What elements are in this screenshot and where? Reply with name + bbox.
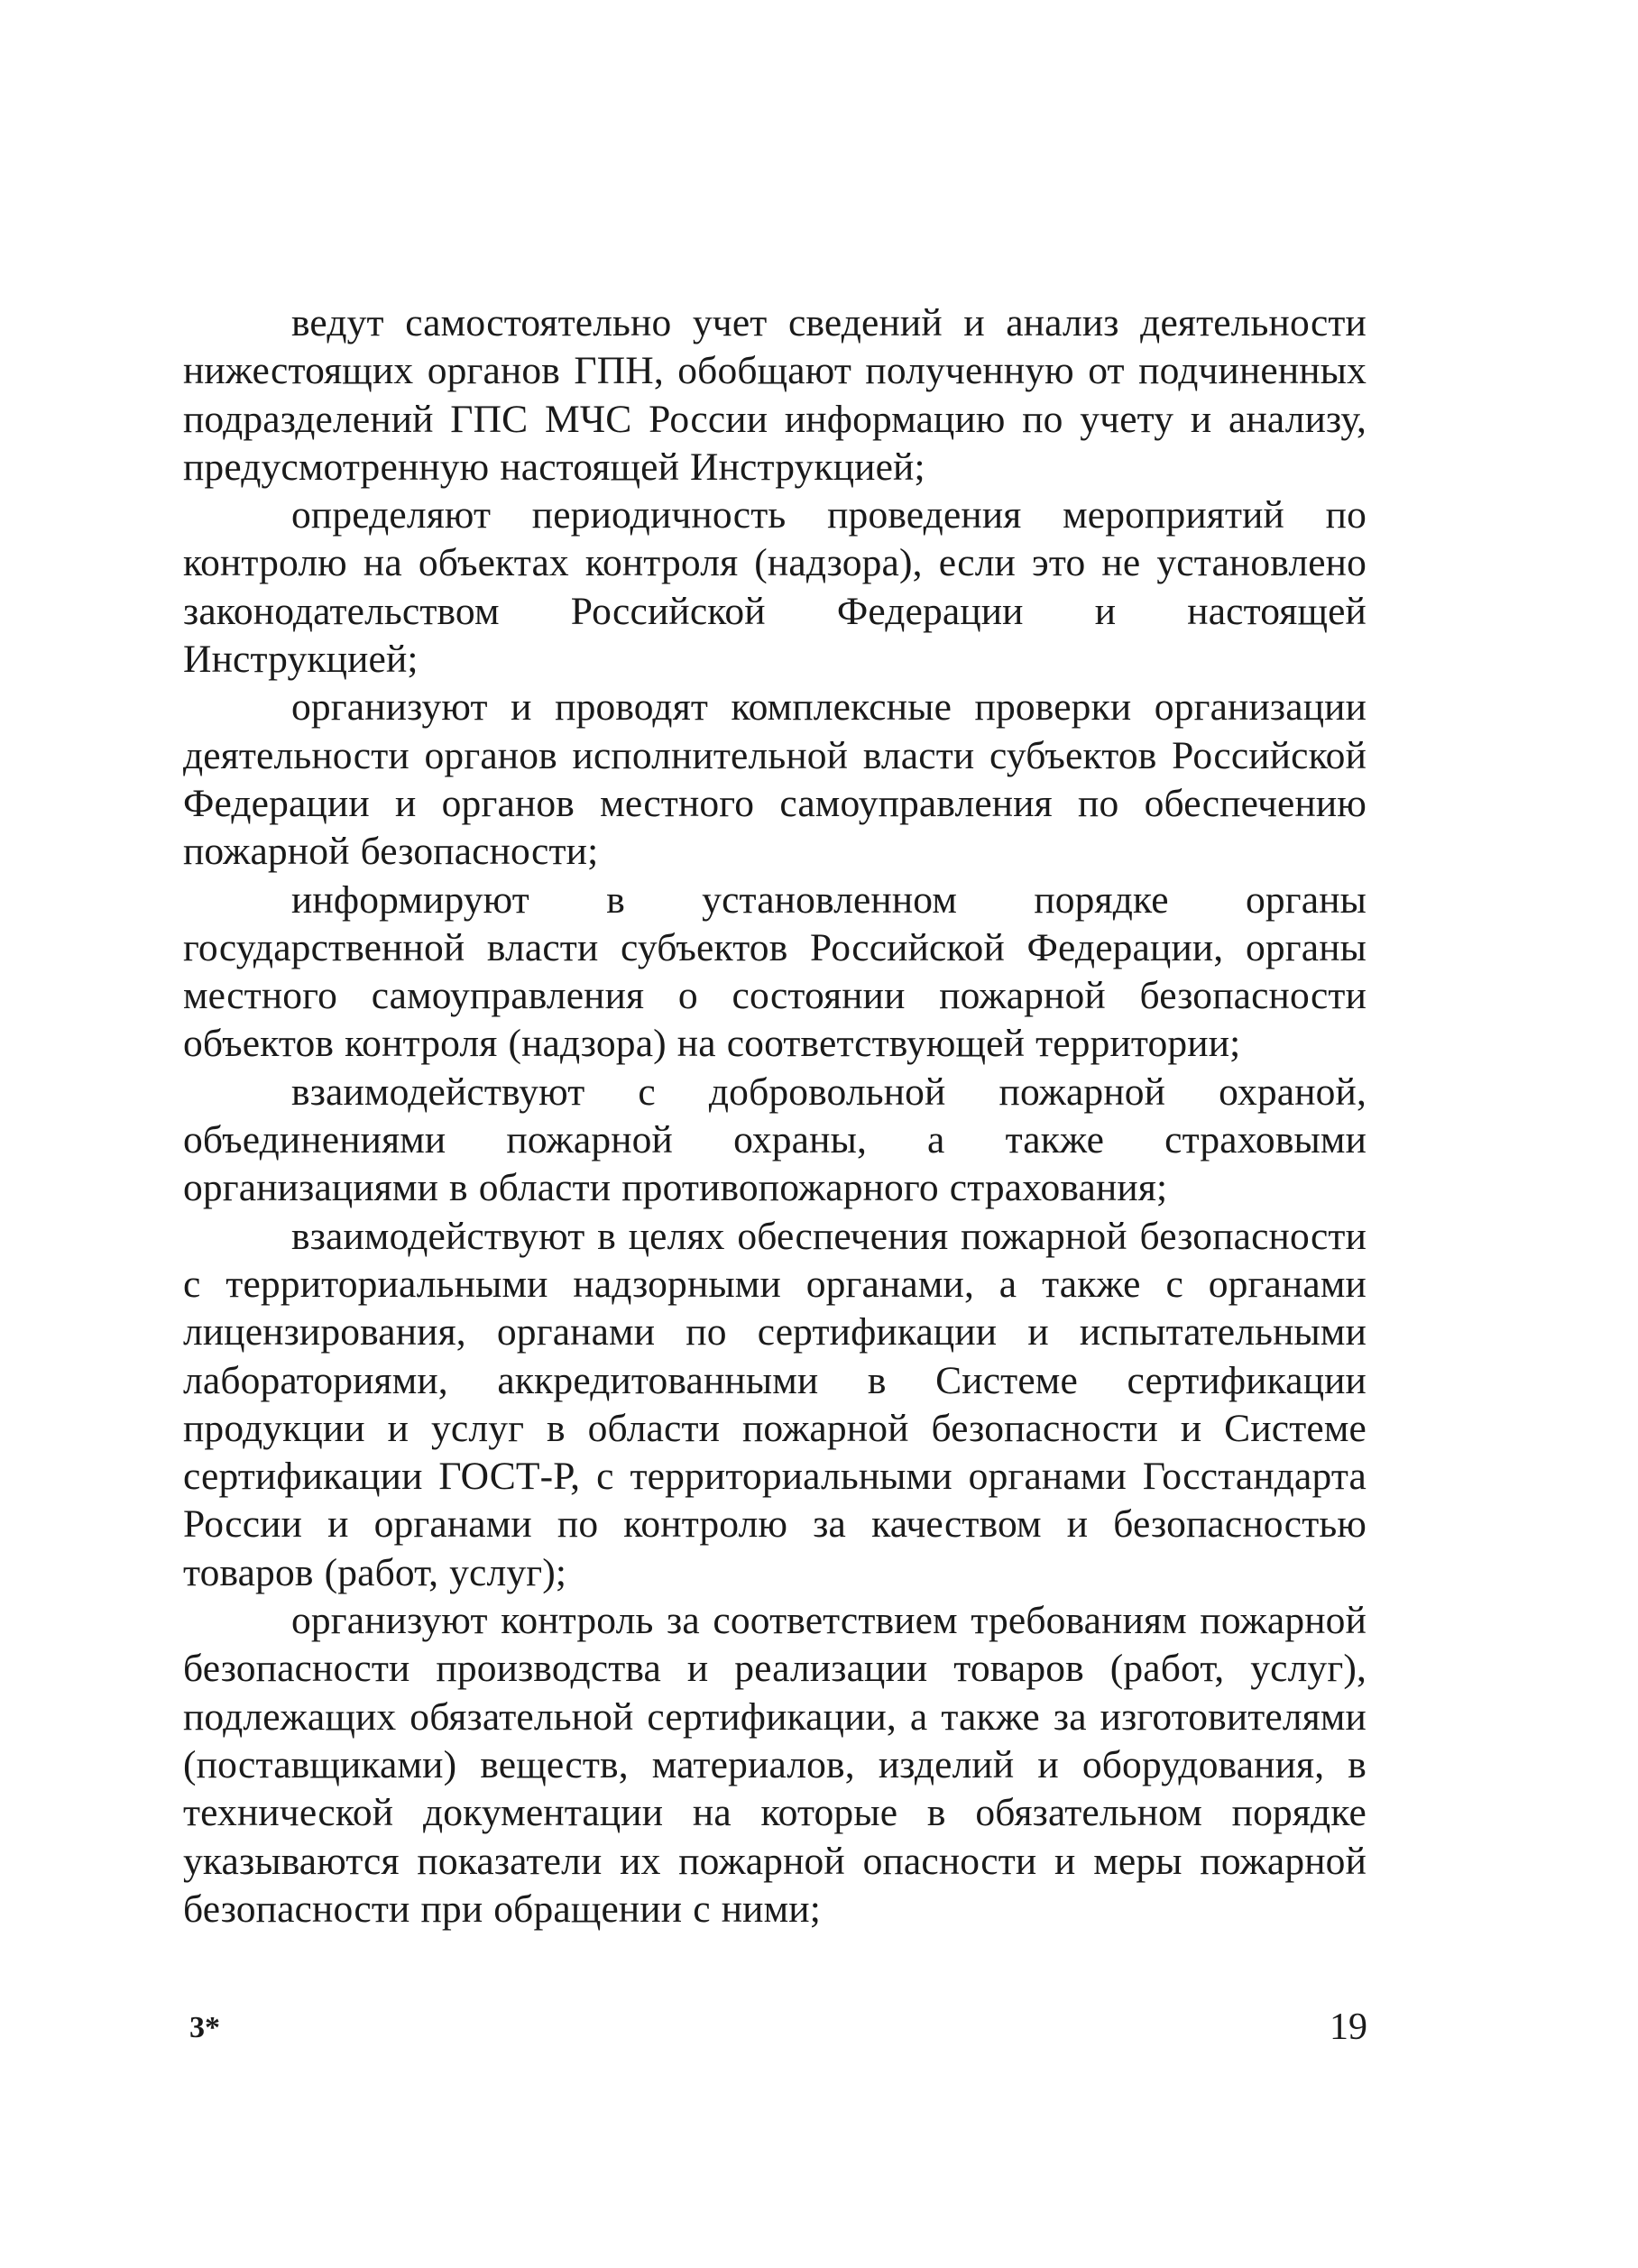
signature-mark: 3* xyxy=(189,2011,220,2044)
paragraph-2: определяют периодичность проведения мероприятий по контролю на объектах контроля (надзора), если это не установлено законодательством Российской Федерации и настоящей Инструкцией; xyxy=(183,493,1367,682)
paragraph-3: организуют и проводят комплексные проверки организации деятельности органов исполнительной власти субъектов Российской Федерации и органов местного самоуправления по обеспечению пожарной безопасности; xyxy=(183,685,1367,874)
paragraph-6: взаимодействуют в целях обеспечения пожарной безопасности с территориальными надзорными органами, а также с органами лицензирования, органами по сертификации и испытательными лабораториями, аккредитованными в Системе сертификации продукции и услуг в области пожарной безопасности и Системе сертификации ГОСТ-Р, с территориальными органами Госстандарта России и органами по контролю за качеством и безопасностью товаров (работ, услуг); xyxy=(183,1214,1367,1594)
page-number: 19 xyxy=(1330,2006,1367,2048)
body-text xyxy=(183,299,1367,1933)
paragraph-7: организуют контроль за соответствием требованиям пожарной безопасности производства и реализации товаров (работ, услуг), подлежащих обязательной сертификации, а также за изготовителями (поставщиками) веществ, материалов, изделий и оборудования, в технической документации на которые в обязательном порядке указываются показатели их пожарной опасности и меры пожарной безопасности при обращении с ними; xyxy=(183,1599,1367,1931)
paragraph-1: ведут самостоятельно учет сведений и анализ деятельности нижестоящих органов ГПН, обобщают полученную от подчиненных подразделений ГПС МЧС России информацию по учету и анализу, предусмотренную настоящей Инструкцией; xyxy=(183,301,1367,489)
paragraph-5: взаимодействуют с добровольной пожарной охраной, объединениями пожарной охраны, а также страховыми организациями в области противопожарного страхования; xyxy=(183,1070,1367,1210)
paragraph-4: информируют в установленном порядке органы государственной власти субъектов Российской Федерации, органы местного самоуправления о состоянии пожарной безопасности объектов контроля (надзора) на соответствующей территории; xyxy=(183,877,1367,1066)
